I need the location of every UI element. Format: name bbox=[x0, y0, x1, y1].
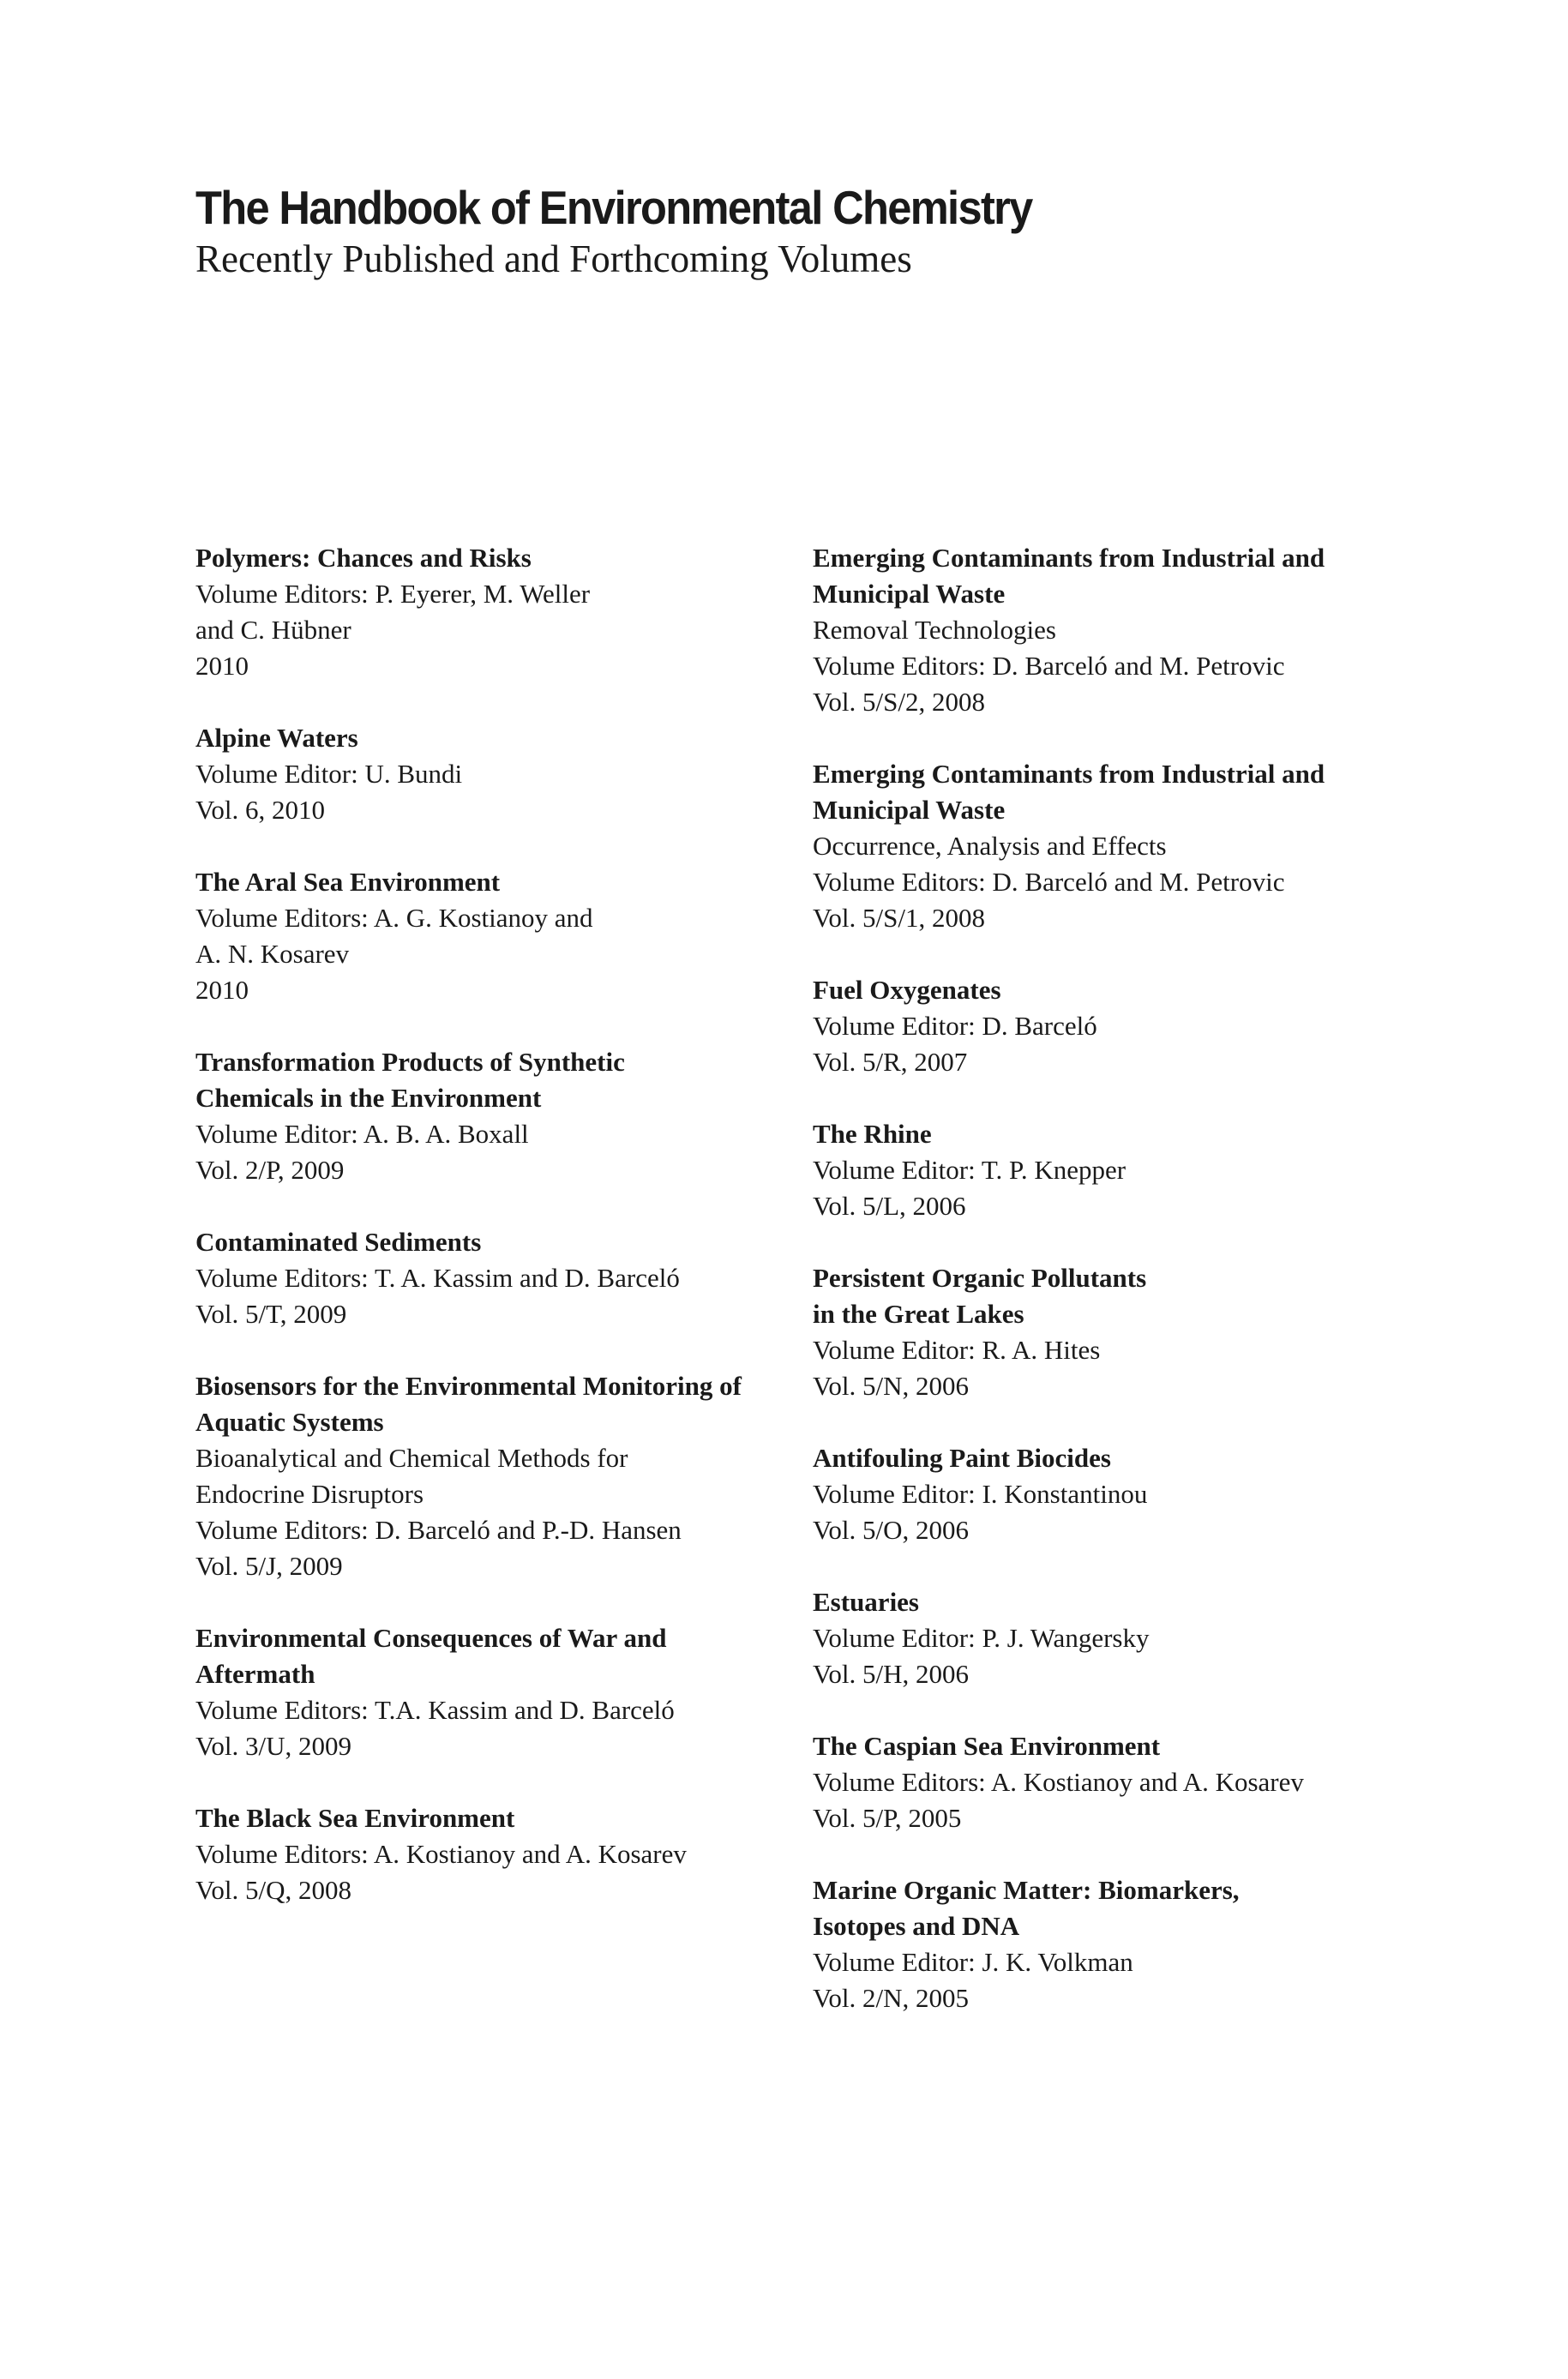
volume-detail-line: Volume Editors: A. G. Kostianoy and bbox=[195, 903, 593, 933]
volume-title-line: The Aral Sea Environment bbox=[195, 867, 501, 897]
volume-detail-line: Bioanalytical and Chemical Methods for bbox=[195, 1443, 628, 1473]
volume-title-line: Aquatic Systems bbox=[195, 1407, 384, 1437]
volume-detail-line: Vol. 6, 2010 bbox=[195, 795, 326, 825]
volume-detail-line: Volume Editor: T. P. Knepper bbox=[813, 1155, 1126, 1185]
volume-title-line: Persistent Organic Pollutants bbox=[813, 1263, 1147, 1293]
volume-detail-line: Vol. 5/Q, 2008 bbox=[195, 1875, 352, 1905]
volume-detail-line: Volume Editor: A. B. A. Boxall bbox=[195, 1119, 529, 1149]
volume-title-line: Emerging Contaminants from Industrial and bbox=[813, 543, 1325, 573]
volume-entry bbox=[813, 1872, 1413, 2016]
series-subtitle: Recently Published and Forthcoming Volumes bbox=[195, 237, 912, 280]
volume-detail-line: Volume Editor: J. K. Volkman bbox=[813, 1947, 1133, 1977]
page-header bbox=[195, 180, 1396, 283]
volume-entry bbox=[813, 756, 1413, 936]
volume-entry bbox=[195, 864, 796, 1008]
volume-detail-line: Vol. 3/U, 2009 bbox=[195, 1731, 352, 1761]
volume-detail-line: Volume Editors: D. Barceló and M. Petrovic bbox=[813, 867, 1285, 897]
volume-title-line: The Black Sea Environment bbox=[195, 1803, 515, 1833]
volume-title-line: Alpine Waters bbox=[195, 723, 358, 753]
volume-title-line: Transformation Products of Synthetic bbox=[195, 1047, 625, 1077]
volume-title-line: Emerging Contaminants from Industrial and bbox=[813, 759, 1325, 789]
volume-entry bbox=[195, 720, 796, 828]
volume-detail-line: 2010 bbox=[195, 651, 249, 681]
volume-title-line: Municipal Waste bbox=[813, 579, 1006, 609]
volume-entry bbox=[813, 1584, 1413, 1692]
volume-detail-line: Vol. 5/J, 2009 bbox=[195, 1551, 343, 1581]
volume-detail-line: Volume Editor: I. Konstantinou bbox=[813, 1479, 1148, 1509]
volume-entry bbox=[195, 1368, 796, 1584]
volume-title-line: Aftermath bbox=[195, 1659, 315, 1689]
volume-detail-line: Vol. 5/O, 2006 bbox=[813, 1515, 970, 1545]
volume-title-line: Marine Organic Matter: Biomarkers, bbox=[813, 1875, 1240, 1905]
volume-detail-line: Vol. 5/S/1, 2008 bbox=[813, 903, 985, 933]
volume-detail-line: Vol. 5/P, 2005 bbox=[813, 1803, 962, 1833]
volume-detail-line: Volume Editor: P. J. Wangersky bbox=[813, 1623, 1150, 1653]
volume-entry bbox=[195, 1044, 796, 1188]
volume-detail-line: Volume Editor: U. Bundi bbox=[195, 759, 463, 789]
volume-title-line: in the Great Lakes bbox=[813, 1299, 1024, 1329]
volume-entry bbox=[813, 540, 1413, 720]
volume-detail-line: Volume Editors: T.A. Kassim and D. Barceló bbox=[195, 1695, 675, 1725]
volume-detail-line: Vol. 5/L, 2006 bbox=[813, 1191, 966, 1221]
volume-title-line: Municipal Waste bbox=[813, 795, 1006, 825]
volume-entry bbox=[813, 1116, 1413, 1224]
volume-detail-line: Volume Editor: R. A. Hites bbox=[813, 1335, 1101, 1365]
volume-detail-line: 2010 bbox=[195, 975, 249, 1005]
volume-title-line: The Caspian Sea Environment bbox=[813, 1731, 1161, 1761]
volume-title-line: The Rhine bbox=[813, 1119, 932, 1149]
volume-entry bbox=[813, 1728, 1413, 1836]
volume-detail-line: Volume Editors: P. Eyerer, M. Weller bbox=[195, 579, 591, 609]
volume-detail-line: Volume Editor: D. Barceló bbox=[813, 1011, 1097, 1041]
volume-entry bbox=[195, 1224, 796, 1332]
volume-detail-line: Vol. 5/S/2, 2008 bbox=[813, 687, 985, 717]
volume-detail-line: Vol. 5/T, 2009 bbox=[195, 1299, 347, 1329]
volume-title-line: Polymers: Chances and Risks bbox=[195, 543, 532, 573]
volume-detail-line: Volume Editors: D. Barceló and P.-D. Hansen bbox=[195, 1515, 682, 1545]
volume-entry bbox=[813, 972, 1413, 1080]
volume-entry bbox=[195, 540, 796, 684]
volume-entry bbox=[195, 1800, 796, 1908]
volume-detail-line: Volume Editors: A. Kostianoy and A. Kosarev bbox=[195, 1839, 687, 1869]
volume-title-line: Estuaries bbox=[813, 1587, 919, 1617]
volume-detail-line: Removal Technologies bbox=[813, 615, 1056, 645]
volume-detail-line: and C. Hübner bbox=[195, 615, 351, 645]
volume-detail-line: Vol. 5/R, 2007 bbox=[813, 1047, 968, 1077]
volume-detail-line: Vol. 2/N, 2005 bbox=[813, 1983, 970, 2013]
volume-entry bbox=[813, 1260, 1413, 1404]
volume-title-line: Biosensors for the Environmental Monitoring of bbox=[195, 1371, 742, 1401]
volume-detail-line: Volume Editors: D. Barceló and M. Petrovic bbox=[813, 651, 1285, 681]
volume-detail-line: A. N. Kosarev bbox=[195, 939, 350, 969]
volume-detail-line: Vol. 5/N, 2006 bbox=[813, 1371, 970, 1401]
volume-detail-line: Vol. 5/H, 2006 bbox=[813, 1659, 970, 1689]
left-column-volume-list bbox=[195, 540, 796, 1944]
volume-entry bbox=[195, 1620, 796, 1764]
volume-title-line: Isotopes and DNA bbox=[813, 1911, 1020, 1941]
volume-entry bbox=[813, 1440, 1413, 1548]
volume-detail-line: Occurrence, Analysis and Effects bbox=[813, 831, 1167, 861]
volume-title-line: Contaminated Sediments bbox=[195, 1227, 482, 1257]
series-title: The Handbook of Environmental Chemistry bbox=[195, 181, 1032, 234]
volume-detail-line: Endocrine Disruptors bbox=[195, 1479, 424, 1509]
volume-detail-line: Volume Editors: A. Kostianoy and A. Kosarev bbox=[813, 1767, 1304, 1797]
right-column-volume-list bbox=[813, 540, 1413, 2052]
volume-title-line: Chemicals in the Environment bbox=[195, 1083, 542, 1113]
volume-title-line: Environmental Consequences of War and bbox=[195, 1623, 667, 1653]
volume-detail-line: Vol. 2/P, 2009 bbox=[195, 1155, 345, 1185]
volume-title-line: Antifouling Paint Biocides bbox=[813, 1443, 1111, 1473]
volume-title-line: Fuel Oxygenates bbox=[813, 975, 1001, 1005]
volume-detail-line: Volume Editors: T. A. Kassim and D. Barceló bbox=[195, 1263, 680, 1293]
